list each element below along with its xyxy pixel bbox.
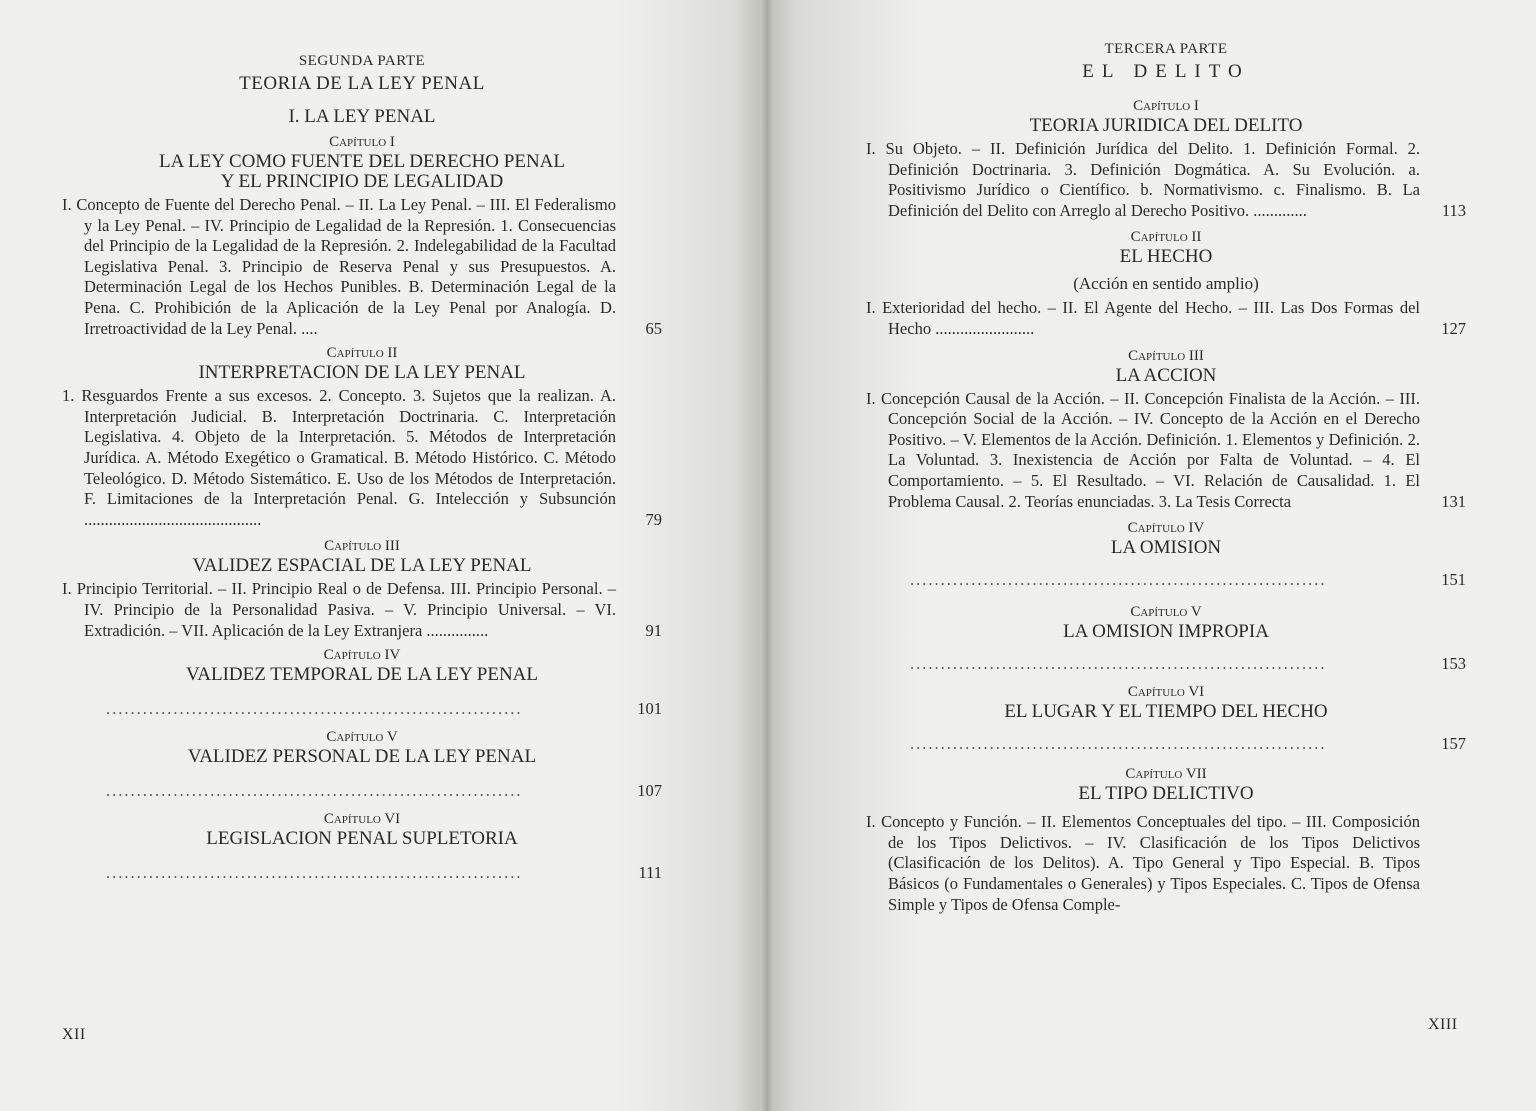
part-title: EL DELITO [1082,61,1250,82]
chapter-title: LEGISLACION PENAL SUPLETORIA [206,828,518,850]
left-toc-column [62,50,662,883]
chapter-title: VALIDEZ PERSONAL DE LA LEY PENAL [187,746,537,768]
dot-leader: .................................................................... [106,863,523,883]
page-folio: XII [62,1026,86,1043]
toc-entry [62,699,662,719]
page-number: 153 [1441,654,1466,674]
toc-entry [866,734,1466,754]
chapter-title: LA OMISION [1110,537,1222,559]
page-number: 79 [645,509,662,529]
chapter-title: TEORIA JURIDICA DEL DELITO [1029,115,1303,136]
toc-entry [866,389,1466,513]
page-number: 111 [638,863,662,883]
chapter-contents: I. Principio Territorial. – II. Principio Real o de Defensa. III. Principio Personal. – IV. Principio de la Personalidad Pasiva. – V. Principio Universal. – VI. Extradición. – VII. Aplicación de la Ley Extranjera ............... [62,579,616,640]
chapter-label: Capítulo II [1130,229,1202,246]
chapter-title: INTERPRETACION DE LA LEY PENAL [198,362,526,384]
dot-leader: .................................................................... [910,734,1327,754]
chapter-label: Capítulo VI [1127,684,1205,701]
chapter-label: Capítulo IV [1127,520,1205,537]
toc-entry [62,195,662,339]
page-number: 107 [637,781,662,801]
chapter-contents: I. Concepto de Fuente del Derecho Penal. – II. La Ley Penal. – III. El Federalismo y la Ley Penal. – IV. Principio de Legalidad de la Represión. 1. Consecuencias del Principio de la Legalidad de la Represión. 2. Indelegabilidad de la Facultad Legislativa Penal. 3. Principio de Reserva Penal y sus Presupuestos. A. Determinación Legal de los Hechos Punibles. B. Determinación Legal de la Pena. C. Prohibición de la Aplicación de la Ley Penal por Analogía. D. Irretroactividad de la Ley Penal. .... [62,195,616,338]
dot-leader: .................................................................... [910,570,1327,590]
chapter-title: VALIDEZ ESPACIAL DE LA LEY PENAL [192,555,532,577]
chapter-title: EL TIPO DELICTIVO [1078,783,1254,805]
part-title: TEORIA DE LA LEY PENAL [239,73,485,94]
part-label: SEGUNDA PARTE [298,53,426,69]
page-number: 101 [637,699,662,719]
chapter-title: EL HECHO [1119,246,1213,268]
chapter-title: VALIDEZ TEMPORAL DE LA LEY PENAL [185,664,538,686]
chapter-label: Capítulo V [326,729,398,746]
page-number: 65 [645,318,662,338]
chapter-subtitle: (Acción en sentido amplio) [1073,274,1259,294]
page-number: 131 [1441,491,1466,511]
dot-leader: .................................................................... [106,699,523,719]
chapter-title: EL LUGAR Y EL TIEMPO DEL HECHO [1004,701,1328,723]
chapter-contents: I. Su Objeto. – II. Definición Jurídica del Delito. 1. Definición Formal. 2. Definición Doctrinaria. 3. Definición Dogmática. A. Su Evolución. a. Positivismo Jurídico o Científico. b. Normativismo. c. Finalismo. B. La Definición del Delito con Arreglo al Derecho Positivo. ............. [866,139,1420,220]
page-number: 113 [1441,200,1466,220]
right-toc-column [866,38,1466,915]
toc-entry [62,863,662,883]
dot-leader: .................................................................... [910,654,1327,674]
page-number: 127 [1441,318,1466,338]
chapter-contents: I. Exterioridad del hecho. – II. El Agente del Hecho. – III. Las Dos Formas del Hecho ........................ [866,298,1420,338]
chapter-label: Capítulo V [1130,604,1202,621]
chapter-contents: 1. Resguardos Frente a sus excesos. 2. Concepto. 3. Sujetos que la realizan. A. Interpretación Judicial. B. Interpretación Doctrinaria. C. Interpretación Legislativa. 4. Objeto de la Interpretación. 5. Métodos de Interpretación Jurídica. A. Método Exegético o Gramatical. B. Método Histórico. C. Método Teleológico. D. Método Sistemático. E. Uso de los Métodos de Interpretación. F. Limitaciones de la Interpretación Penal. G. Intelección y Subsunción ........................................... [62,386,616,529]
chapter-label: Capítulo I [329,134,395,150]
page-folio: XIII [1428,1016,1458,1033]
chapter-title: LA LEY COMO FUENTE DEL DERECHO PENAL [158,151,565,172]
page-number: 157 [1441,734,1466,754]
toc-entry [62,781,662,801]
chapter-title: Y EL PRINCIPIO DE LEGALIDAD [220,171,504,192]
chapter-label: Capítulo IV [323,647,401,664]
chapter-label: Capítulo VII [1125,766,1207,783]
toc-entry [866,654,1466,674]
dot-leader: .................................................................... [106,781,523,801]
page-number: 91 [645,620,662,640]
chapter-title: LA OMISION IMPROPIA [1063,621,1269,643]
chapter-label: Capítulo I [1133,98,1199,114]
chapter-contents: I. Concepción Causal de la Acción. – II. Concepción Finalista de la Acción. – III. Concepción Social de la Acción. – IV. Concepto de la Acción en el Derecho Positivo. – V. Elementos de la Acción. Definición. 1. Elementos y Definición. 2. La Voluntad. 3. Inexistencia de Acción por Falta de Voluntad. – 4. El Comportamiento. – 5. El Resultado. – VI. Relación de Causalidad. 1. El Problema Causal. 2. Teorías enunciadas. 3. La Tesis Correcta [866,388,1420,511]
chapter-label: Capítulo III [1128,347,1204,364]
chapter-label: Capítulo II [326,345,398,362]
section-title: I. LA LEY PENAL [288,106,436,127]
toc-entry [62,386,662,530]
book-spine [760,0,774,1111]
toc-entry [866,570,1466,590]
chapter-label: Capítulo III [324,538,400,555]
chapter-title: LA ACCION [1115,364,1217,386]
part-label: TERCERA PARTE [1104,41,1228,57]
toc-entry [866,139,1466,221]
page-number: 151 [1441,570,1466,590]
chapter-contents: I. Concepto y Función. – II. Elementos Conceptuales del tipo. – III. Composición de los Tipos Delictivos. – IV. Clasificación de los Tipos Delictivos (Clasificación de los Delitos). A. Tipo General y Tipo Especial. B. Tipos Básicos (o Fundamentales o Generales) y Tipos Especiales. C. Tipos de Ofensa Simple y Tipos de Ofensa Comple- [866,812,1420,914]
toc-entry [62,579,662,641]
toc-entry [866,812,1466,915]
toc-entry [866,298,1466,339]
chapter-label: Capítulo VI [323,811,401,828]
